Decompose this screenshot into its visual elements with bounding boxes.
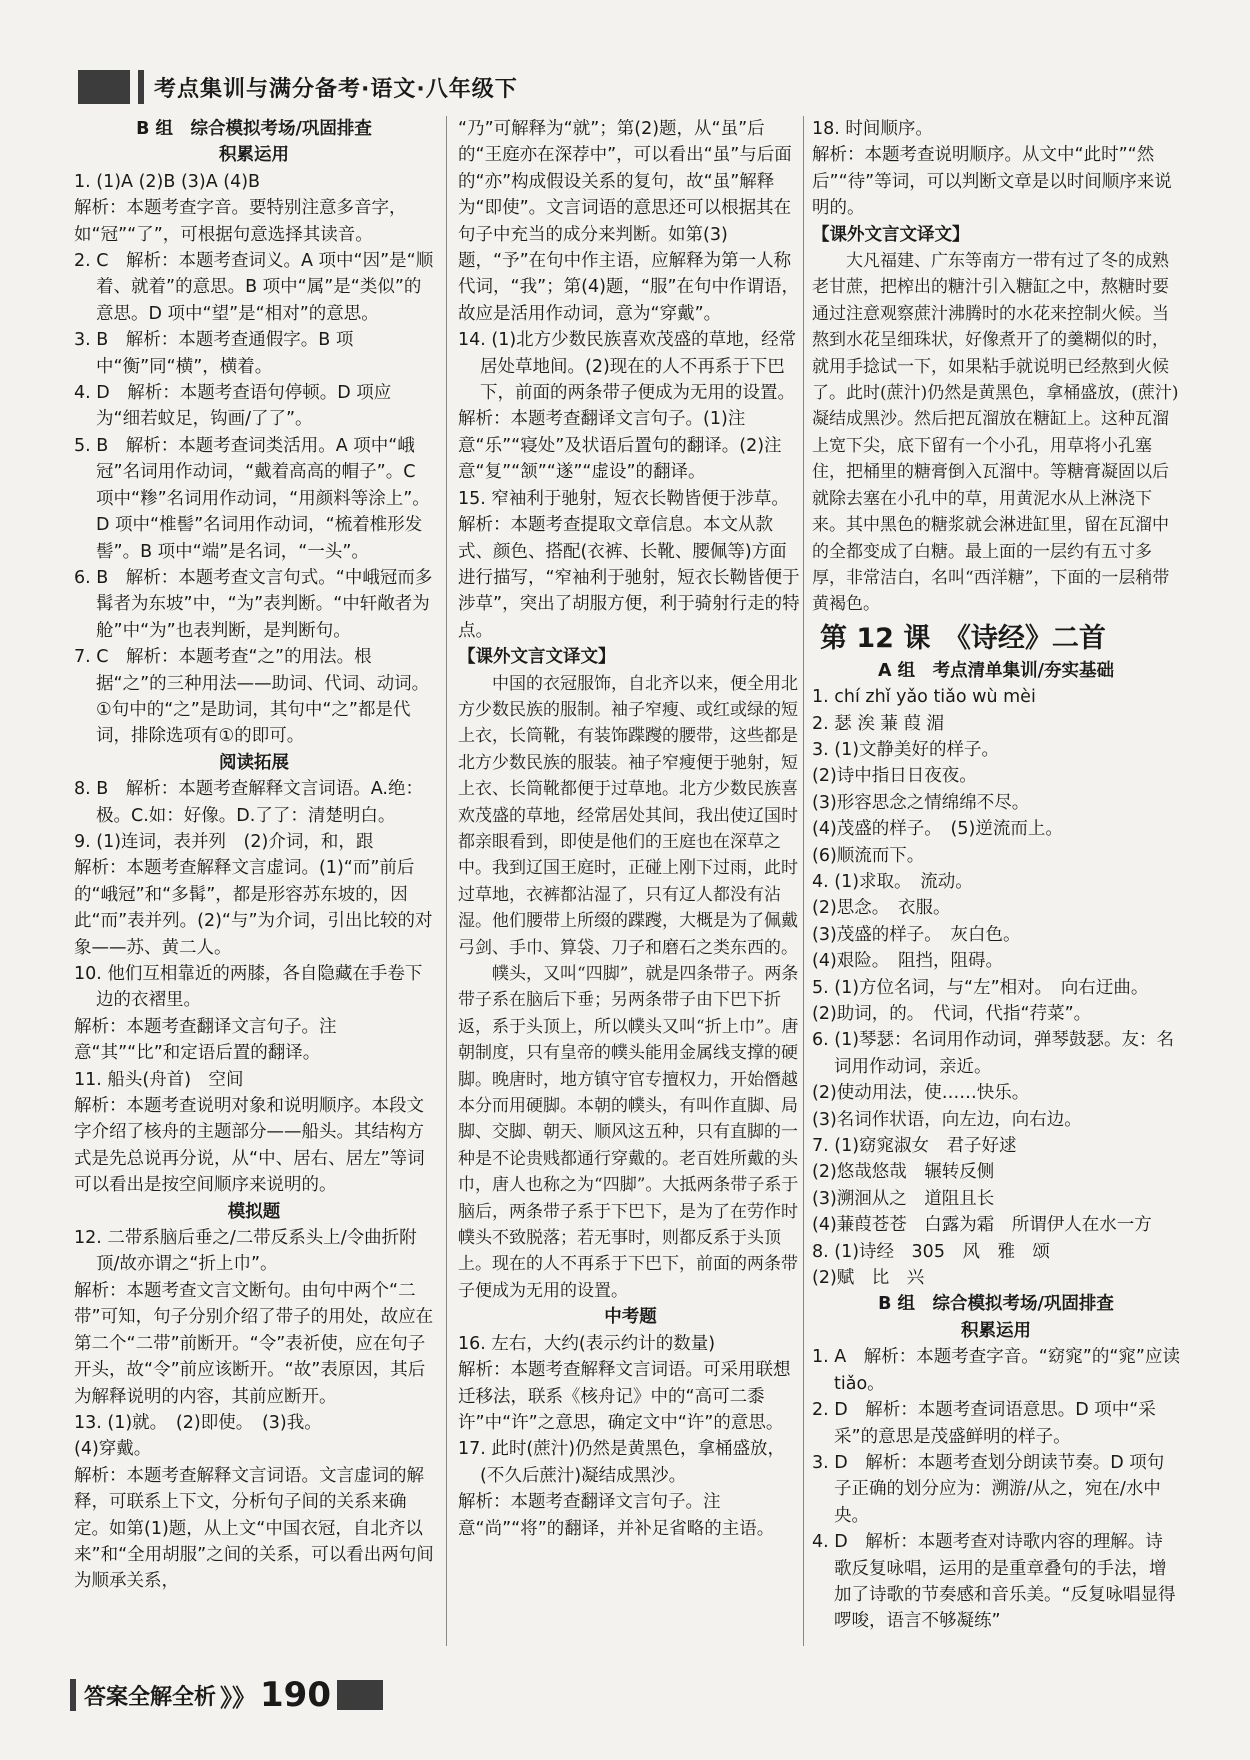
answer-item: 7. C 解析：本题考查“之”的用法。根据“之”的三种用法——助词、代词、动词。①句中的“之”是助词，其句中“之”都是代词，排除选项有①的即可。 — [74, 647, 430, 747]
answer-item: 3. (1)文静美好的样子。 — [812, 739, 1000, 760]
answer-item: 12. 二带系脑后垂之/二带反系头上/令曲折附顶/故亦谓之“折上巾”。 — [74, 1228, 417, 1275]
chevron-right-icon: 》》 — [220, 1683, 257, 1712]
answer-item: 2. 瑟 涘 蒹 葭 湄 — [812, 713, 945, 734]
answer-line: (4)蒹葭苍苍 白露为霜 所谓伊人在水一方 — [812, 1215, 1152, 1236]
answer-item: 16. 左右，大约(表示约计的数量) — [458, 1333, 716, 1354]
explanation: 解析：本题考查解释文言词语。文言虚词的解释，可联系上下文，分析句子间的关系来确定。如第(1)题，从上文“中国衣冠，自北齐以来”和“全用胡服”之间的关系，可以看出两句间为顺承关系， — [74, 1465, 434, 1592]
explanation: 解析：本题考查翻译文言句子。注意“尚”“将”的翻译，并补足省略的主语。 — [458, 1492, 775, 1539]
footer-block — [337, 1680, 383, 1710]
answer-item: 7. (1)窈窕淑女 君子好逑 — [812, 1136, 1017, 1157]
explanation: 解析：本题考查提取文章信息。本文从款式、颜色、搭配(衣裤、长靴、腰佩等)方面进行描写，“窄袖利于驰射，短衣长靿皆便于涉草”，突出了胡服方便，利于骑射行走的特点。 — [458, 515, 800, 641]
header-title: 考点集训与满分备考·语文·八年级下 — [154, 76, 518, 102]
answer-item: 11. 船头(舟首) 空间 — [74, 1069, 244, 1090]
answer-item: 5. B 解析：本题考查词类活用。A 项中“峨冠”名词用作动词，“戴着高高的帽子”。C 项中“糁”名词用作动词，“用颜料等涂上”。D 项中“椎髻”名词用作动词，“梳着椎形发髻”。B 项中“端”是名词，“一头”。 — [74, 435, 430, 562]
answer-item: 13. (1)就。 (2)即使。 (3)我。 — [74, 1412, 322, 1433]
answer-line: (2)思念。 衣服。 — [812, 898, 951, 919]
subsection-heading: 阅读拓展 — [219, 752, 289, 773]
answer-item: 1. chí zhǐ yǎo tiǎo wù mèi — [812, 687, 1036, 708]
answer-item: 8. (1)诗经 305 风 雅 颂 — [812, 1241, 1050, 1262]
footer-bar — [70, 1679, 76, 1711]
page-footer — [70, 1675, 383, 1715]
answer-line: (2)诗中指日日夜夜。 — [812, 766, 977, 787]
answer-line: (4)艰险。 阻挡，阻碍。 — [812, 951, 1004, 972]
translation-label: 【课外文言文译文】 — [812, 224, 970, 245]
explanation: 解析：本题考查翻译文言句子。(1)注意“乐”“寝处”及状语后置句的翻译。(2)注意“复”“颔”“遂”“虚设”的翻译。 — [458, 409, 782, 483]
explanation: 解析：本题考查说明顺序。从文中“此时”“然后”“待”等词，可以判断文章是以时间顺序来说明的。 — [812, 145, 1172, 219]
answer-item: 2. D 解析：本题考查词语意思。D 项中“采采”的意思是茂盛鲜明的样子。 — [812, 1400, 1156, 1447]
column-divider — [803, 116, 804, 1646]
answer-line: (2)助词，的。 代词，代指“荇菜”。 — [812, 1004, 1092, 1024]
answer-item: 9. (1)连词，表并列 (2)介词，和，跟 — [74, 831, 374, 852]
answer-item: 15. 窄袖利于驰射，短衣长靿皆便于涉草。 — [458, 488, 789, 509]
answer-item: 3. B 解析：本题考查通假字。B 项中“衡”同“横”，横着。 — [74, 330, 354, 377]
subsection-heading: 积累运用 — [219, 145, 289, 166]
explanation: 解析：本题考查解释文言虚词。(1)“而”前后的“峨冠”和“多髯”，都是形容苏东坡的，因此“而”表并列。(2)“与”为介词，引出比较的对象——苏、黄二人。 — [74, 858, 433, 958]
column-divider — [446, 116, 447, 1646]
column-right — [812, 116, 1180, 1635]
answer-line: (6)顺流而下。 — [812, 845, 925, 866]
translation-paragraph: 大凡福建、广东等南方一带有过了冬的成熟老甘蔗，把榨出的糖汁引入糖缸之中，熬糖时要通过注意观察蔗汁沸腾时的水花来控制火候。当熬到水花呈细珠状，好像煮开了的羹糊似的时，就用手捻试一下，如果粘手就说明已经熬到火候了。此时(蔗汁)仍然是黄黑色，拿桶盛放，(蔗汁)凝结成黑沙。然后把瓦溜放在糖缸上。这种瓦溜上宽下尖，底下留有一个小孔，用草将小孔塞住，把桶里的糖膏倒入瓦溜中。等糖膏凝固以后就除去塞在小孔中的草，用黄泥水从上淋浇下来。其中黑色的糖浆就会淋进缸里，留在瓦溜中的全都变成了白糖。最上面的一层约有五寸多厚，非常洁白，名叫“西洋糖”，下面的一层稍带黄褐色。 — [812, 251, 1179, 615]
header-bar — [138, 70, 144, 104]
answer-item: 17. 此时(蔗汁)仍然是黄黑色，拿桶盛放，(不久后蔗汁)凝结成黑沙。 — [458, 1439, 786, 1486]
subsection-heading: 中考题 — [604, 1307, 657, 1328]
lesson-title: 第 12 课 《诗经》二首 — [820, 622, 1106, 654]
subsection-heading: 模拟题 — [227, 1201, 281, 1222]
section-heading: B 组 综合模拟考场/巩固排查 — [136, 119, 372, 139]
page-header — [78, 66, 1178, 108]
explanation: 解析：本题考查解释文言词语。可采用联想迁移法，联系《核舟记》中的“高可二黍许”中“许”之意思，确定文中“许”的意思。 — [458, 1360, 791, 1433]
page-number: 190 — [260, 1675, 331, 1715]
answer-line: “乃”可解释为“就”；第(2)题，从“虽”后的“王庭亦在深荐中”，可以看出“虽”与后面的“亦”构成假设关系的复句，故“虽”解释为“即使”。文言词语的意思还可以根据其在句子中充当的成分来判断。如第(3)题，“予”在句中作主语，应解释为第一人称代词，“我”；第(4)题，“服”在句中作谓语，故应是活用作动词，意为“穿戴”。 — [458, 119, 800, 324]
column-middle — [458, 116, 803, 1542]
answer-item: 10. 他们互相靠近的两膝，各自隐藏在手卷下边的衣褶里。 — [74, 964, 423, 1011]
answer-item: 1. A 解析：本题考查字音。“窈窕”的“窕”应读 tiǎo。 — [812, 1347, 1180, 1394]
header-block — [78, 70, 130, 104]
answer-line: (2)赋 比 兴 — [812, 1268, 925, 1289]
translation-paragraph: 中国的衣冠服饰，自北齐以来，便全用北方少数民族的服制。袖子窄瘦、或红或绿的短上衣，长筒靴，有装饰蹀躞的腰带，这些都是北方少数民族的服装。袖子窄瘦便于驰射，短上衣、长筒靴都便于过草地。北方少数民族喜欢茂盛的草地，经常居处其间，我出使辽国时都亲眼看到，即使是他们的王庭也在深草之中。我到辽国王庭时，正碰上刚下过雨，此时过草地，衣裤都沾湿了，只有辽人都没有沾湿。他们腰带上所缀的蹀躞，大概是为了佩戴弓剑、手巾、算袋、刀子和磨石之类东西的。 — [458, 673, 798, 958]
section-heading: A 组 考点清单集训/夯实基础 — [877, 660, 1115, 681]
answer-item: 5. (1)方位名词，与“左”相对。 向右迂曲。 — [812, 977, 1149, 998]
answer-line: (4)穿戴。 — [74, 1439, 152, 1460]
answer-item: 1. (1)A (2)B (3)A (4)B — [74, 171, 261, 192]
answer-item: 8. B 解析：本题考查解释文言词语。A.绝：极。C.如：好像。D.了了：清楚明白。 — [74, 779, 423, 826]
answer-item: 4. D 解析：本题考查语句停顿。D 项应为“细若蚊足，钩画/了了”。 — [74, 383, 392, 430]
footer-label: 答案全解全析 — [84, 1684, 217, 1710]
subsection-heading: 积累运用 — [961, 1320, 1031, 1341]
answer-line: (4)茂盛的样子。 (5)逆流而上。 — [812, 819, 1063, 840]
answer-item: 6. (1)琴瑟：名词用作动词，弹琴鼓瑟。友：名词用作动词，亲近。 — [812, 1030, 1175, 1077]
translation-paragraph: 幞头，又叫“四脚”，就是四条带子。两条带子系在脑后下垂；另两条带子由下巴下折返，系于头顶上，所以幞头又叫“折上巾”。唐朝制度，只有皇帝的幞头能用金属线支撑的硬脚。晚唐时，地方镇守官专擅权力，开始僭越本分而用硬脚。本朝的幞头，有叫作直脚、局脚、交脚、朝天、顺风这五种，只有直脚的一种是不论贵贱都通行穿戴的。老百姓所戴的头巾，唐人也称之为“四脚”。大抵两条带子系于脑后，两条带子系于下巴下，是为了在劳作时幞头不致脱落；若无事时，则都反系于头顶上。现在的人不再系于下巴下，前面的两条带子便成为无用的设置。 — [458, 964, 799, 1301]
answer-line: (2)使动用法，使……快乐。 — [812, 1083, 1030, 1104]
column-left — [74, 116, 434, 1595]
answer-line: (2)悠哉悠哉 辗转反侧 — [812, 1162, 995, 1183]
answer-item: 6. B 解析：本题考查文言句式。“中峨冠而多髯者为东坡”中，“为”表判断。“中轩敞者为舱”中“为”也表判断，是判断句。 — [74, 567, 433, 641]
answer-line: (3)溯洄从之 道阻且长 — [812, 1188, 995, 1209]
answer-item: 4. D 解析：本题考查对诗歌内容的理解。诗歌反复咏唱，运用的是重章叠句的手法，增加了诗歌的节奏感和音乐美。“反复咏唱显得啰唆，语言不够凝练” — [812, 1532, 1176, 1632]
answer-item: 14. (1)北方少数民族喜欢茂盛的草地，经常居处草地间。(2)现在的人不再系于下巴下，前面的两条带子便成为无用的设置。 — [458, 330, 797, 404]
answer-line: (3)形容思念之情绵绵不尽。 — [812, 792, 1030, 813]
explanation: 解析：本题考查文言文断句。由句中两个“二带”可知，句子分别介绍了带子的用处，故应在第二个“二带”前断开。“令”表祈使，应在句子开头，故“令”前应该断开。“故”表原因，其后为解释说明的内容，其前应断开。 — [74, 1280, 434, 1407]
explanation: 解析：本题考查字音。要特别注意多音字，如“冠”“了”，可根据句意选择其读音。 — [74, 198, 407, 245]
answer-item: 18. 时间顺序。 — [812, 119, 933, 139]
answer-item: 3. D 解析：本题考查划分朗读节奏。D 项句子正确的划分应为：溯游/从之，宛在/水中央。 — [812, 1452, 1165, 1526]
explanation: 解析：本题考查说明对象和说明顺序。本段文字介绍了核舟的主题部分——船头。其结构方式是先总说再分说，从“中、居右、居左”等词可以看出是按空间顺序来说明的。 — [74, 1096, 425, 1196]
answer-item: 2. C 解析：本题考查词义。A 项中“因”是“顺着、就着”的意思。B 项中“属”是“类似”的意思。D 项中“望”是“相对”的意思。 — [74, 251, 434, 324]
translation-label: 【课外文言文译文】 — [458, 647, 616, 668]
answer-line: (3)名词作状语，向左边，向右边。 — [812, 1109, 1082, 1130]
explanation: 解析：本题考查翻译文言句子。注意“其”“比”和定语后置的翻译。 — [74, 1016, 337, 1064]
answer-line: (3)茂盛的样子。 灰白色。 — [812, 924, 1021, 945]
answer-item: 4. (1)求取。 流动。 — [812, 871, 973, 892]
section-heading: B 组 综合模拟考场/巩固排查 — [878, 1294, 1114, 1315]
